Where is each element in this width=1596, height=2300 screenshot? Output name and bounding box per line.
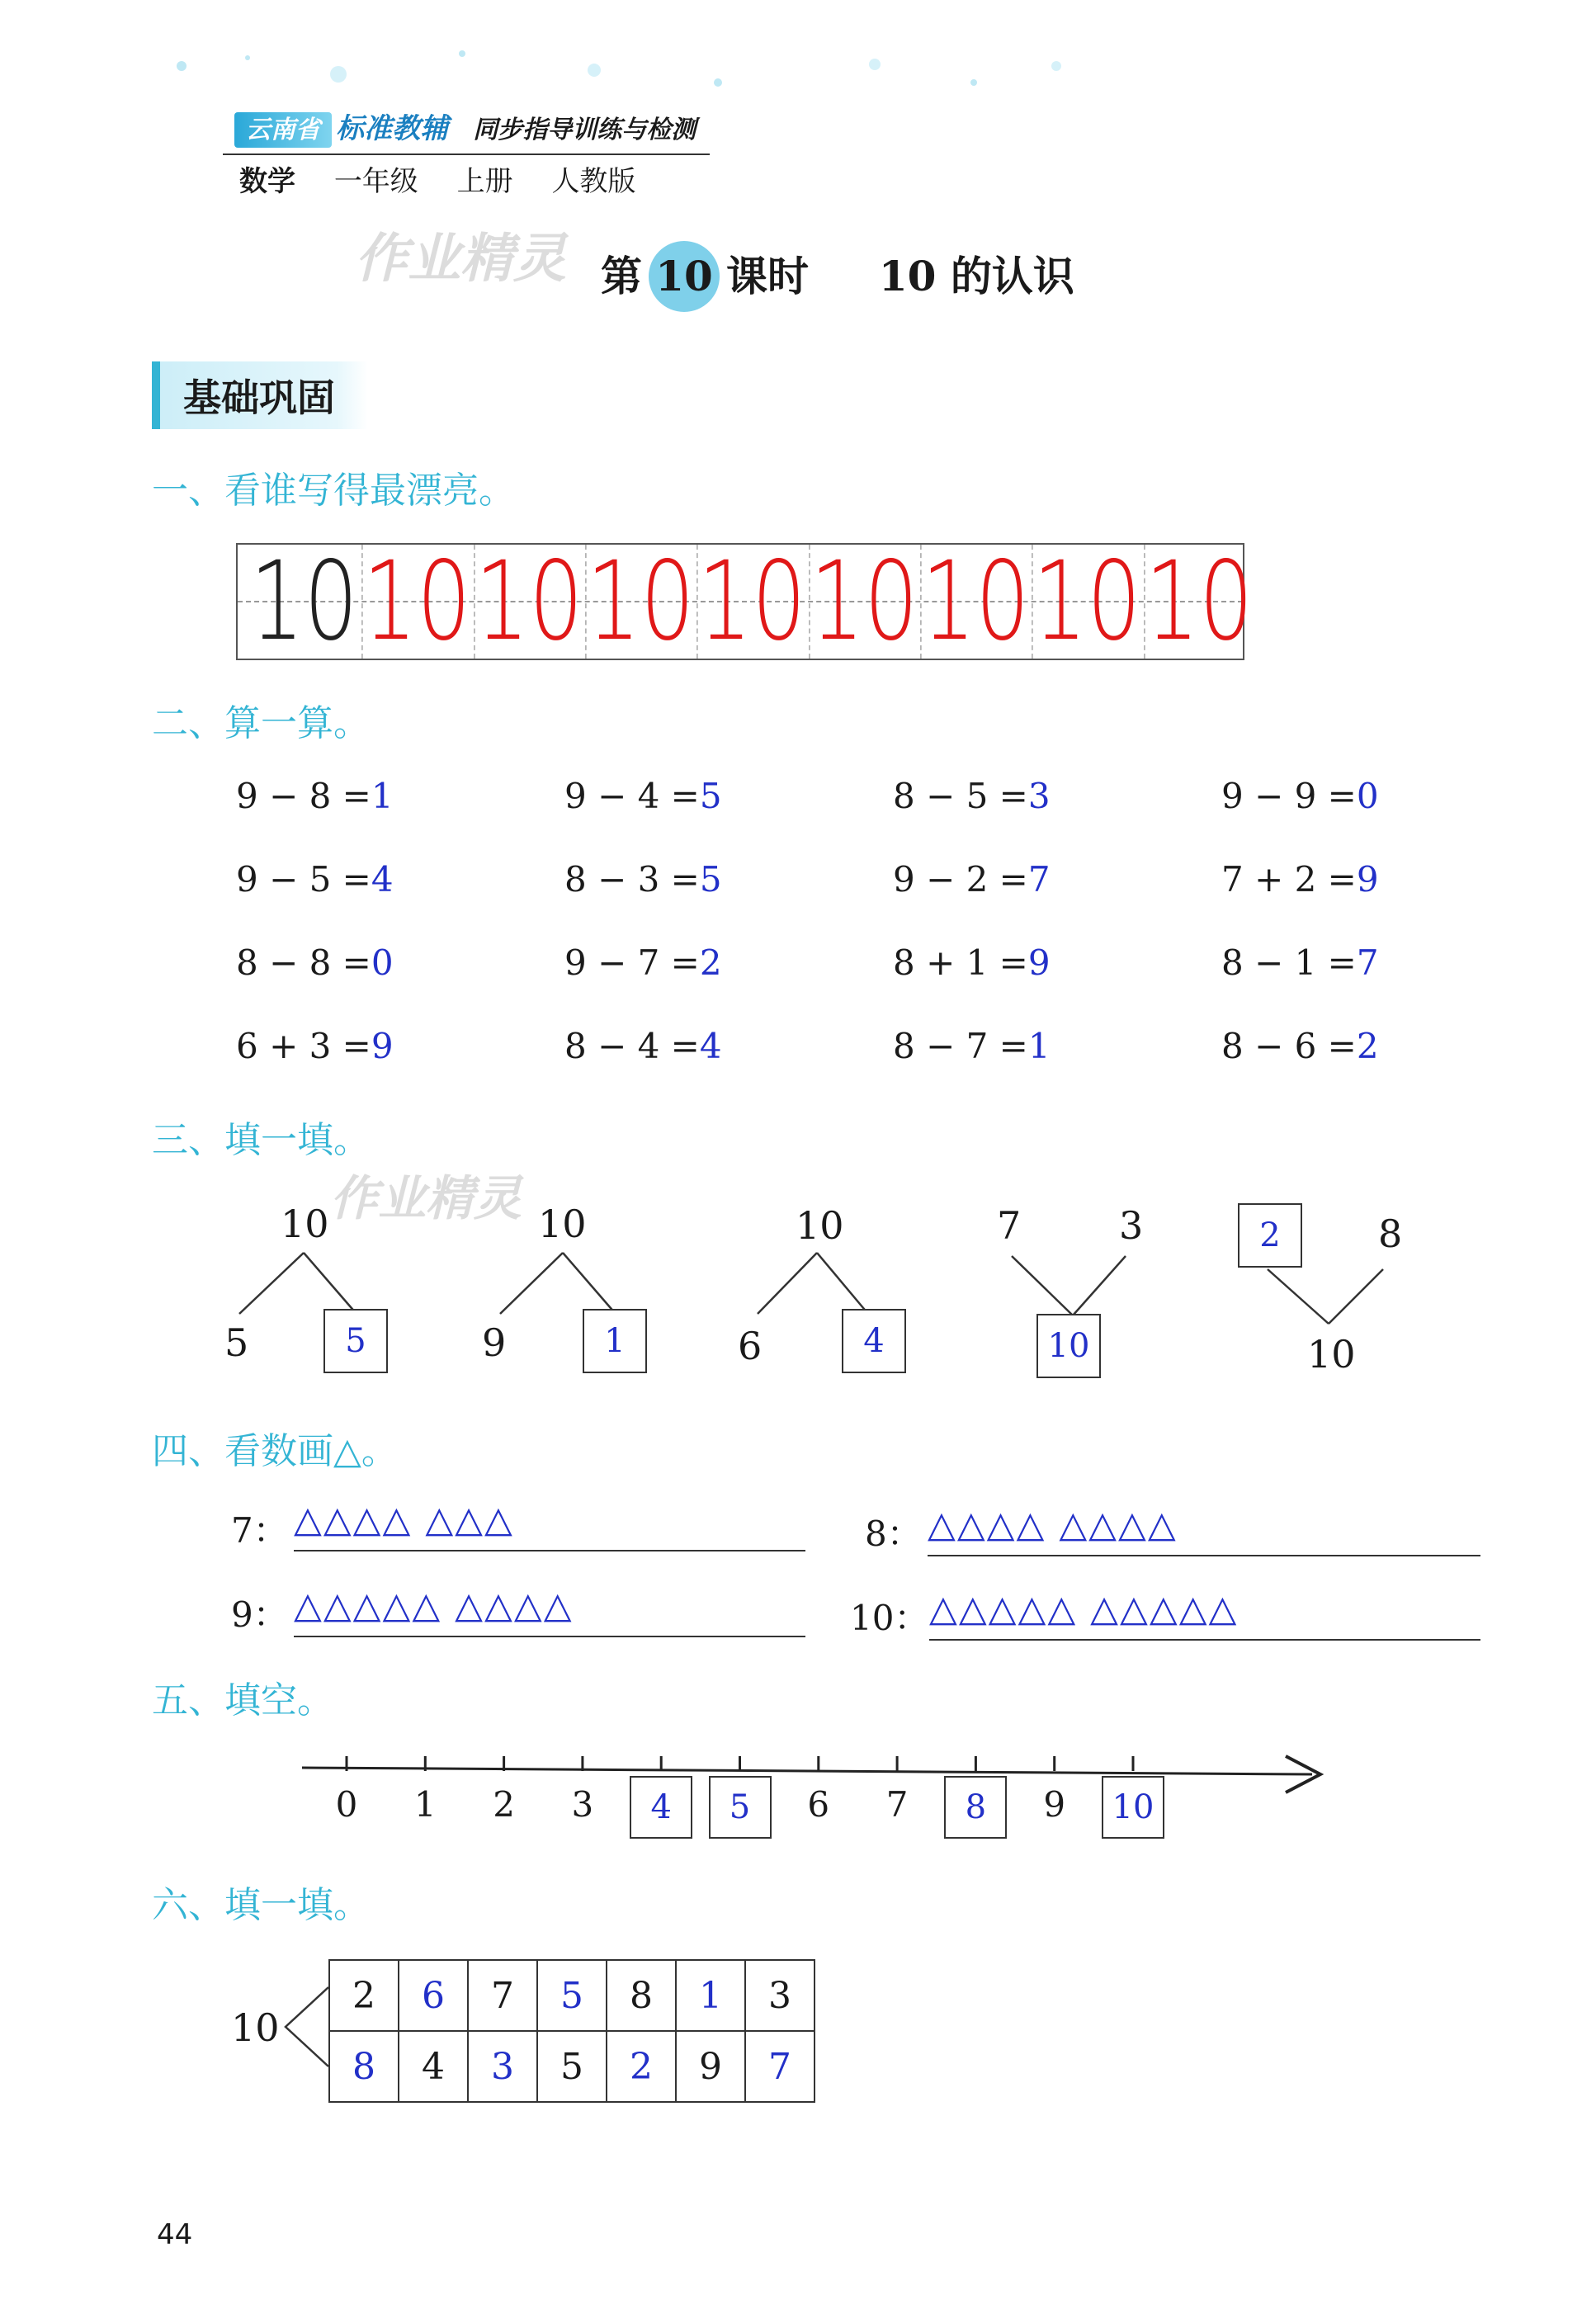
q2-answer[interactable]: 2 — [699, 942, 722, 983]
q2-answer[interactable]: 4 — [371, 859, 394, 900]
q4-label-10: 10： — [850, 1598, 929, 1638]
q1-traced-number[interactable]: 10 — [810, 538, 918, 665]
q6-answer-cell[interactable]: 8 — [329, 2031, 399, 2102]
q2-expression: 9 − 7 = — [564, 942, 700, 983]
q4-label-9: 9： — [231, 1594, 288, 1635]
q6-answer-cell[interactable]: 5 — [537, 1960, 607, 2031]
q2-answer[interactable]: 5 — [699, 859, 722, 900]
q2-expression: 8 − 7 = — [893, 1026, 1028, 1066]
q1-traced-number[interactable]: 10 — [697, 538, 807, 665]
q4-answer-7: △△△△ △△△ — [294, 1499, 514, 1541]
q5-tick-label: 6 — [807, 1784, 830, 1825]
q6-answer-cell[interactable]: 6 — [399, 1960, 468, 2031]
q5-answer-box[interactable]: 4 — [630, 1776, 692, 1839]
q3-tree1-left: 5 — [224, 1320, 249, 1365]
q6-given-cell: 2 — [329, 1960, 399, 2031]
q2-expression: 8 − 5 = — [893, 776, 1028, 816]
lesson-number-badge: 10 — [649, 241, 720, 312]
q5-tick-label: 9 — [1043, 1784, 1066, 1825]
q3-tree2-left: 9 — [482, 1320, 507, 1365]
q2-answer[interactable]: 0 — [1356, 776, 1379, 816]
q2-answer[interactable]: 3 — [1027, 776, 1051, 816]
q2-answer[interactable]: 9 — [371, 1026, 394, 1066]
q3-tree4-answer-box[interactable]: 10 — [1036, 1314, 1101, 1378]
q2-expression: 8 + 1 = — [893, 942, 1028, 983]
q1-traced-number[interactable]: 10 — [475, 538, 583, 665]
q5-answer-box[interactable]: 5 — [709, 1776, 772, 1839]
q5-tick-label: 0 — [335, 1784, 358, 1825]
q3-tree4-right-top: 3 — [1119, 1203, 1144, 1248]
q6-table — [328, 1959, 815, 2103]
q1-traced-number[interactable]: 10 — [362, 538, 472, 665]
q1-model-number: 10 — [249, 538, 358, 665]
q2-answer[interactable]: 9 — [1356, 859, 1379, 900]
lesson-topic: 10 的认识 — [878, 252, 1074, 300]
q2-answer[interactable]: 9 — [1027, 942, 1051, 983]
q6-given-cell: 3 — [745, 1960, 815, 2031]
q2-answer[interactable]: 0 — [371, 942, 394, 983]
q1-title: 一、看谁写得最漂亮。 — [152, 470, 515, 512]
q6-total: 10 — [231, 2005, 280, 2050]
q2-expression: 8 − 3 = — [564, 859, 700, 900]
q2-answer[interactable]: 1 — [371, 776, 394, 816]
brand-name: 标准教辅 — [336, 112, 449, 145]
q3-tree2-answer-box[interactable]: 1 — [583, 1309, 647, 1373]
q2-expression: 8 − 1 = — [1221, 942, 1357, 983]
q6-answer-cell[interactable]: 7 — [745, 2031, 815, 2102]
q5-tick-label: 7 — [885, 1784, 909, 1825]
lesson-suffix: 课时 — [726, 252, 809, 300]
q3-title: 三、填一填。 — [152, 1119, 370, 1161]
q2-expression: 6 + 3 = — [236, 1026, 371, 1066]
q2-expression: 9 − 5 = — [236, 859, 371, 900]
q6-title: 六、填一填。 — [152, 1884, 370, 1926]
grade: 一年级 — [333, 165, 418, 198]
q2-expression: 8 − 4 = — [564, 1026, 700, 1066]
q2-answer[interactable]: 5 — [699, 776, 722, 816]
q1-traced-number[interactable]: 10 — [586, 538, 695, 665]
subject: 数学 — [239, 165, 295, 198]
q2-expression: 7 + 2 = — [1221, 859, 1357, 900]
series-title: 同步指导训练与检测 — [473, 116, 696, 144]
q5-answer-box[interactable]: 10 — [1102, 1776, 1164, 1839]
page-number: 44 — [157, 2218, 193, 2251]
q5-answer-box[interactable]: 8 — [944, 1776, 1007, 1839]
brand-badge: 云南省 — [234, 112, 332, 148]
q2-expression: 9 − 9 = — [1221, 776, 1357, 816]
q6-given-cell: 9 — [676, 2031, 745, 2102]
q3-tree3-top: 10 — [796, 1203, 844, 1248]
q2-expression: 9 − 4 = — [564, 776, 700, 816]
q6-given-cell: 5 — [537, 2031, 607, 2102]
q3-tree1-answer-box[interactable]: 5 — [323, 1309, 388, 1373]
q6-given-cell: 8 — [607, 1960, 676, 2031]
q3-tree5-answer-box[interactable]: 2 — [1238, 1203, 1302, 1268]
volume: 上册 — [456, 165, 513, 198]
q1-traced-number[interactable]: 10 — [1145, 538, 1254, 665]
q5-title: 五、填空。 — [152, 1679, 333, 1721]
q2-answer[interactable]: 2 — [1356, 1026, 1379, 1066]
q4-label-7: 7： — [231, 1510, 288, 1551]
q6-given-cell: 7 — [468, 1960, 537, 2031]
q2-answer[interactable]: 4 — [699, 1026, 722, 1066]
q3-tree3-left: 6 — [738, 1324, 763, 1368]
q6-given-cell: 4 — [399, 2031, 468, 2102]
q3-tree3-answer-box[interactable]: 4 — [842, 1309, 906, 1373]
watermark: 作业精灵 — [355, 229, 566, 290]
q4-title: 四、看数画△。 — [152, 1430, 398, 1472]
q2-expression: 8 − 8 = — [236, 942, 371, 983]
q2-answer[interactable]: 1 — [1027, 1026, 1051, 1066]
q5-tick-label: 3 — [571, 1784, 594, 1825]
q6-answer-cell[interactable]: 1 — [676, 1960, 745, 2031]
q3-tree5-bottom: 10 — [1307, 1332, 1356, 1377]
q3-tree5-right-top: 8 — [1378, 1211, 1403, 1256]
lesson-prefix: 第 — [601, 252, 642, 300]
q2-title: 二、算一算。 — [152, 702, 370, 744]
q5-tick-label: 2 — [493, 1784, 515, 1825]
q2-answer[interactable]: 7 — [1356, 942, 1379, 983]
q6-answer-cell[interactable]: 2 — [607, 2031, 676, 2102]
q4-answer-10: △△△△△ △△△△△ — [929, 1588, 1239, 1630]
q2-answer[interactable]: 7 — [1027, 859, 1051, 900]
q2-expression: 9 − 2 = — [893, 859, 1028, 900]
q6-split-bracket — [281, 1984, 330, 2075]
q4-answer-9: △△△△△ △△△△ — [294, 1584, 574, 1627]
q3-tree1-top: 10 — [281, 1202, 329, 1246]
q2-expression: 9 − 8 = — [236, 776, 371, 816]
q3-tree2-top: 10 — [538, 1202, 587, 1246]
q3-tree4-left-top: 7 — [997, 1203, 1022, 1248]
q5-tick-label: 1 — [413, 1784, 437, 1825]
q4-label-8: 8： — [865, 1514, 922, 1554]
q1-traced-number[interactable]: 10 — [1032, 538, 1142, 665]
q4-answer-8: △△△△ △△△△ — [928, 1504, 1178, 1546]
edition: 人教版 — [551, 165, 636, 198]
q2-expression: 8 − 6 = — [1221, 1026, 1357, 1066]
section-banner: 基础巩固 — [152, 361, 368, 429]
q1-traced-number[interactable]: 10 — [921, 538, 1030, 665]
watermark-2: 作业精灵 — [330, 1170, 522, 1226]
q6-answer-cell[interactable]: 3 — [468, 2031, 537, 2102]
